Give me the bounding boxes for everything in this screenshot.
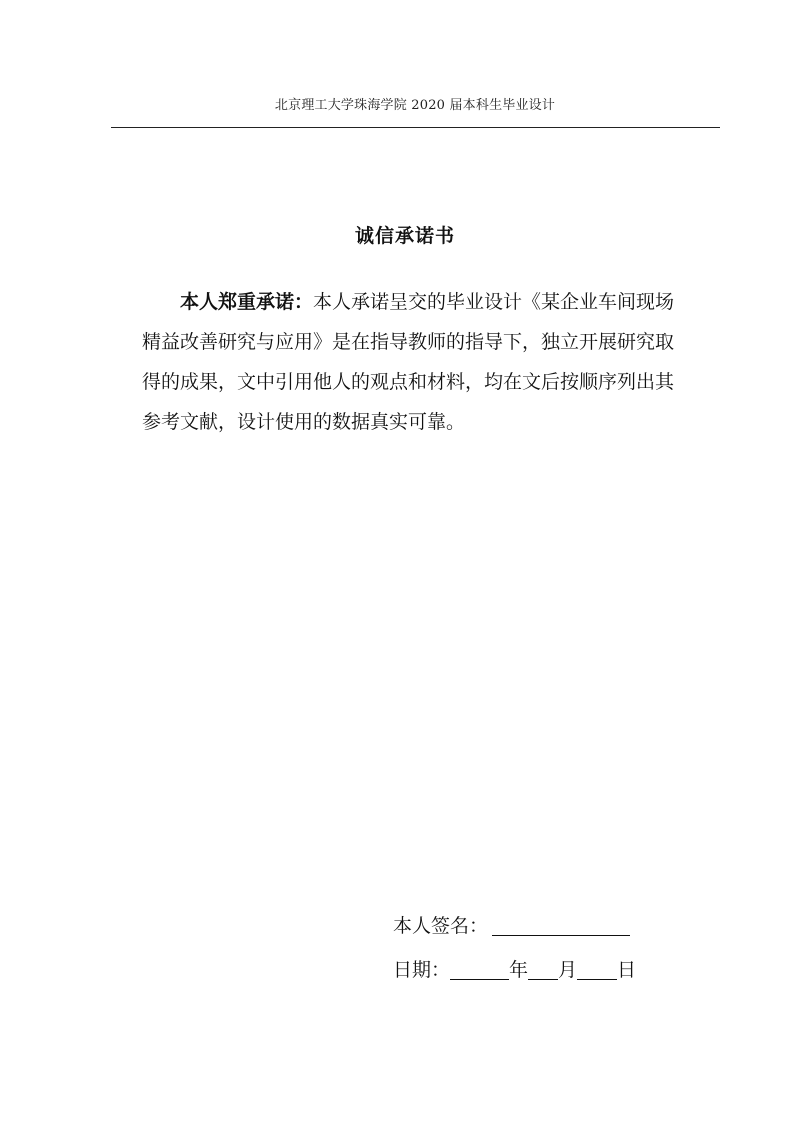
pledge-paragraph — [142, 282, 682, 442]
pledge-body: 本人承诺呈交的毕业设计《某企业车间现场精益改善研究与应用》是在指导教师的指导下，独立开展研究取得的成果，文中引用他人的观点和材料，均在文后按顺序列出其参考文献，设计使用的数据真实可靠。 — [142, 291, 675, 433]
signature-label: 本人签名： — [393, 915, 489, 937]
page-header: 北京理工大学珠海学院 2020 届本科生毕业设计 — [274, 98, 556, 113]
page-title: 诚信承诺书 — [354, 225, 455, 247]
year-unit: 年 — [509, 959, 529, 981]
date-row — [393, 955, 636, 982]
day-blank — [577, 959, 617, 980]
pledge-lead: 本人郑重承诺： — [180, 291, 314, 313]
signature-blank — [492, 915, 630, 936]
day-unit: 日 — [617, 959, 637, 981]
date-label: 日期： — [393, 959, 451, 981]
month-blank — [528, 959, 558, 980]
header-divider — [111, 127, 720, 128]
month-unit: 月 — [558, 959, 578, 981]
signature-row — [393, 911, 630, 938]
year-blank — [450, 959, 509, 980]
